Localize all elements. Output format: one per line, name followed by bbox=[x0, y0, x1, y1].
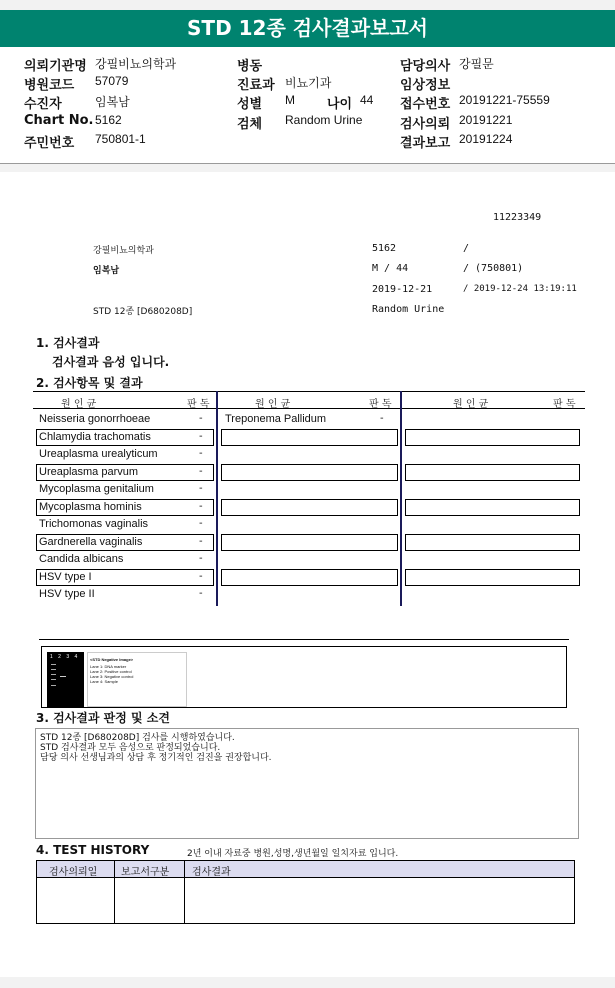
gel-caption-line: Lane 4: Sample bbox=[90, 679, 119, 684]
report-datetime: / 2019-12-24 13:19:11 bbox=[463, 284, 577, 294]
section2-title: 2. 검사항목 및 결과 bbox=[36, 376, 143, 390]
specimen-label: 검체 bbox=[237, 117, 263, 132]
specimen-value: Random Urine bbox=[285, 113, 363, 127]
organism-result: - bbox=[380, 413, 384, 424]
clinical-info-label: 임상정보 bbox=[400, 78, 451, 93]
hospital-code-label: 병원코드 bbox=[24, 78, 75, 93]
empty-cell bbox=[221, 534, 398, 551]
doctor-value: 강필문 bbox=[459, 57, 494, 71]
organism-name: HSV type I bbox=[39, 570, 92, 583]
empty-cell bbox=[405, 534, 580, 551]
report-sex-age: M / 44 bbox=[372, 263, 409, 274]
chart-no-value: 5162 bbox=[95, 113, 122, 127]
gel-lane-numbers: 1 2 3 4 bbox=[50, 654, 80, 660]
col2-res-header: 판 독 bbox=[369, 399, 392, 410]
col1-org-header: 원 인 균 bbox=[61, 399, 97, 410]
opinion-line: STD 검사결과 모두 음성으로 판정되었습니다. bbox=[40, 743, 221, 753]
report-specimen: Random Urine bbox=[372, 304, 445, 315]
opinion-line: 담당 의사 선생님과의 상담 후 정기적인 검진을 권장합니다. bbox=[40, 753, 272, 763]
sex-value: M bbox=[285, 93, 295, 107]
organism-name: Mycoplasma hominis bbox=[39, 500, 142, 513]
report-patient: 임복남 bbox=[93, 266, 120, 276]
empty-cell bbox=[221, 569, 398, 586]
ward-label: 병동 bbox=[237, 59, 263, 74]
report-request-date: 2019-12-21 bbox=[372, 284, 433, 295]
col3-res-header: 판 독 bbox=[553, 399, 576, 410]
organism-result: - bbox=[199, 448, 203, 459]
organism-name: Ureaplasma urealyticum bbox=[39, 448, 158, 460]
organism-name: Treponema Pallidum bbox=[225, 413, 327, 425]
hospital-name-label: 의뢰기관명 bbox=[24, 59, 87, 74]
report-hospital: 강필비뇨의학과 bbox=[93, 246, 154, 256]
organism-name: Mycoplasma genitalium bbox=[39, 483, 154, 495]
hospital-name-value: 강필비뇨의학과 bbox=[95, 57, 177, 71]
organism-name: Neisseria gonorrhoeae bbox=[39, 413, 151, 425]
empty-cell bbox=[221, 429, 398, 446]
gel-caption-line: Lane 1: DNA marker bbox=[90, 664, 127, 669]
organism-result: - bbox=[199, 465, 203, 477]
sex-label: 성별 bbox=[237, 97, 263, 112]
opinion-line: STD 12종 [D680208D] 검사를 시행하였습니다. bbox=[40, 733, 235, 743]
age-label: 나이 bbox=[327, 97, 353, 112]
history-header-report-type: 보고서구분 bbox=[121, 867, 170, 878]
report-slash: / bbox=[463, 243, 470, 254]
department-label: 진료과 bbox=[237, 78, 275, 93]
organism-result: - bbox=[199, 588, 203, 599]
results-table bbox=[33, 391, 585, 606]
gel-caption-line: Lane 3: Negative control bbox=[90, 674, 134, 679]
organism-name: Ureaplasma parvum bbox=[39, 465, 139, 478]
resident-no-value: 750801-1 bbox=[95, 132, 146, 146]
gel-caption-line: Lane 2: Positive control bbox=[90, 669, 132, 674]
organism-name: HSV type II bbox=[39, 588, 95, 600]
col1-res-header: 판 독 bbox=[187, 399, 210, 410]
empty-cell bbox=[405, 429, 580, 446]
report-chart: 5162 bbox=[372, 243, 397, 254]
barcode-number: 11223349 bbox=[493, 212, 542, 223]
report-date-label: 결과보고 bbox=[400, 136, 451, 151]
organism-result: - bbox=[199, 553, 203, 564]
history-header-request-date: 검사의뢰일 bbox=[49, 867, 98, 878]
organism-result: - bbox=[199, 570, 203, 582]
section1-summary: 검사결과 음성 입니다. bbox=[52, 355, 170, 369]
empty-cell bbox=[405, 569, 580, 586]
gel-image bbox=[47, 652, 84, 707]
patient-value: 임복남 bbox=[95, 95, 130, 109]
organism-name: Trichomonas vaginalis bbox=[39, 518, 149, 530]
chart-no-label: Chart No. bbox=[24, 113, 94, 128]
report-birth: / (750801) bbox=[463, 263, 524, 274]
organism-result: - bbox=[199, 518, 203, 529]
organism-result: - bbox=[199, 413, 203, 424]
organism-result: - bbox=[199, 500, 203, 512]
gel-caption bbox=[87, 652, 187, 707]
hospital-code-value: 57079 bbox=[95, 74, 129, 88]
report-test-name: STD 12종 [D680208D] bbox=[93, 307, 193, 317]
organism-result: - bbox=[199, 535, 203, 547]
organism-name: Candida albicans bbox=[39, 553, 124, 565]
report-date-value: 20191224 bbox=[459, 132, 513, 146]
section4-note: 2년 이내 자료중 병원,성명,생년월일 일치자료 입니다. bbox=[187, 849, 399, 859]
report-header bbox=[0, 47, 615, 164]
empty-cell bbox=[405, 464, 580, 481]
gel-image-panel bbox=[39, 639, 569, 709]
history-header-result: 검사결과 bbox=[192, 867, 231, 878]
organism-result: - bbox=[199, 430, 203, 442]
receipt-no-label: 접수번호 bbox=[400, 97, 451, 112]
test-history-table bbox=[36, 860, 575, 924]
age-value: 44 bbox=[360, 93, 374, 107]
organism-name: Gardnerella vaginalis bbox=[39, 535, 143, 548]
section4-title: 4. TEST HISTORY bbox=[36, 843, 150, 857]
organism-result: - bbox=[199, 483, 203, 494]
empty-cell bbox=[221, 499, 398, 516]
request-date-label: 검사의뢰 bbox=[400, 117, 451, 132]
request-date-value: 20191221 bbox=[459, 113, 513, 127]
organism-name: Chlamydia trachomatis bbox=[39, 430, 151, 443]
report-title-banner: STD 12종 검사결과보고서 bbox=[0, 10, 615, 47]
empty-cell bbox=[221, 464, 398, 481]
opinion-box bbox=[35, 728, 579, 839]
department-value: 비뇨기과 bbox=[285, 76, 332, 90]
report-sheet bbox=[0, 172, 615, 977]
empty-cell bbox=[405, 499, 580, 516]
patient-label: 수진자 bbox=[24, 97, 62, 112]
section1-title: 1. 검사결과 bbox=[36, 336, 100, 350]
section3-title: 3. 검사결과 판정 및 소견 bbox=[36, 711, 170, 725]
gel-caption-title: <STD Negative Image> bbox=[90, 657, 134, 662]
col2-org-header: 원 인 균 bbox=[255, 399, 291, 410]
doctor-label: 담당의사 bbox=[400, 59, 451, 74]
col3-org-header: 원 인 균 bbox=[453, 399, 489, 410]
resident-no-label: 주민번호 bbox=[24, 136, 75, 151]
receipt-no-value: 20191221-75559 bbox=[459, 93, 550, 107]
